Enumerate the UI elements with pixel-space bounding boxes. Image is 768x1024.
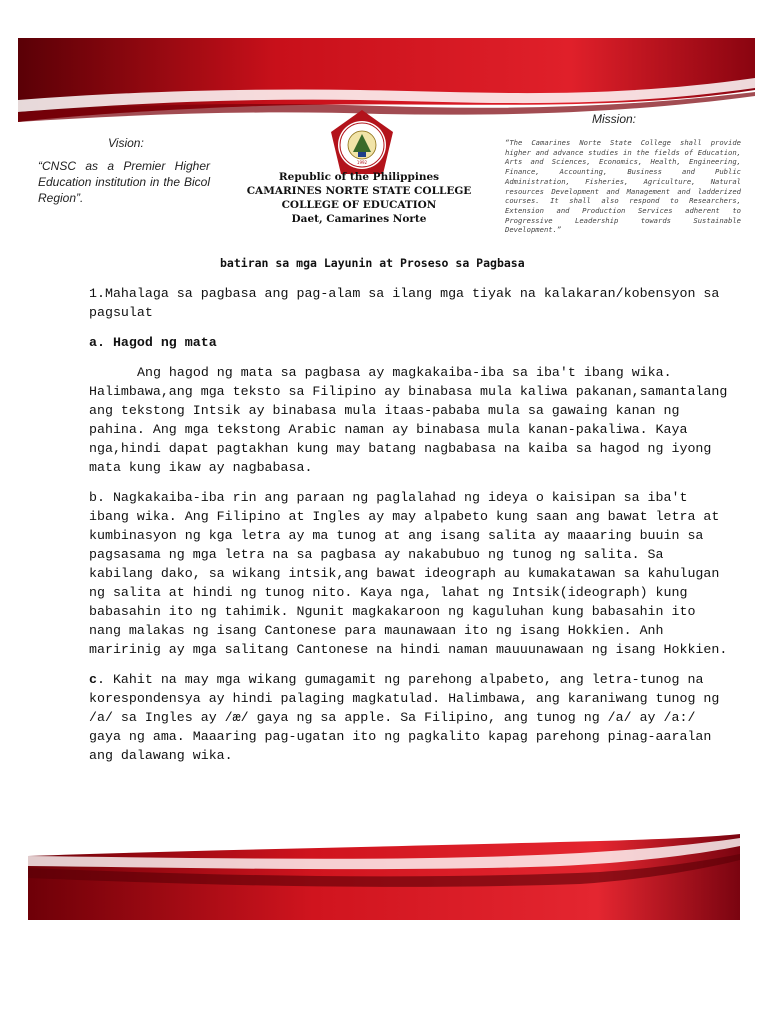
college-heading [234, 170, 484, 226]
paragraph-a: Ang hagod ng mata sa pagbasa ay magkakaiba-iba sa iba't ibang wika. Halimbawa,ang mga teksto sa Filipino ay binabasa mula kaliwa pakanan,samantalang ang tekstong Intsik ay binabasa mula itaas-pababa mula sa gawaing kanan ng pahina. Ang mga tekstong Arabic naman ay binabasa mula kanan-pakaliwa. Kaya nga,hindi dapat pagtakhan kung may batang nagbabasa na kaiba sa hagod ng iyong mata kung ikaw ay nagbabasa. [89, 365, 728, 475]
paragraph-b: b. Nagkakaiba-iba rin ang paraan ng paglalahad ng ideya o kaisipan sa iba't ibang wika. Ang Filipino at Ingles ay may alpabeto kung saan ang bawat letra at kumbinasyon ng kga letra ay ma tunog at ang isang salita ay maaaring buuin sa pagsasama ng mga letra na sa pagbasa ay nakabubuo ng tunog ng salita. Sa kabilang dako, sa wikang intsik,ang bawat ideograph au kumakatawan sa kahulugan ng salita at hindi ng tunog nito. Kaya nga, lahat ng Intsik(ideograph) kung babasahin ito ng tahimik. Ngunit magkakaroon ng kaguluhan kung babasahin ito nang malakas ng isang Cantonese para maunawaan ito ng isang Hokkien. Anh maririnig ay mga salitang Cantonese na hindi naman mauuunawaan ng isang Hokkien. [89, 490, 728, 657]
address-line: Daet, Camarines Norte [291, 213, 427, 225]
college-unit-line: COLLEGE OF EDUCATION [281, 199, 437, 211]
college-name-line: CAMARINES NORTE STATE COLLEGE [246, 185, 472, 197]
subheading-a: a. Hagod ng mata [89, 335, 217, 350]
vision-text: “CNSC as a Premier Higher Education institution in the Bicol Region”. [38, 159, 210, 205]
mission-text: “The Camarines Norte State College shall provide higher and advance studies in the fields of Education, Arts and Sciences, Economics, Health, Engineering, Finance, Accounting, Business and Public Administration, Fisheries, Agriculture, Natural resources Development and Management and ladderized courses. It shall also respond to Researchers, Extension and Production Services adherent to Progressive Leadership towards Sustainable Development.” [505, 138, 741, 235]
vision-title: Vision: [108, 136, 144, 150]
republic-line: Republic of the Philippines [278, 171, 440, 183]
paragraph-c-label: c [89, 672, 97, 687]
item-1: 1.Mahalaga sa pagbasa ang pag-alam sa ilang mga tiyak na kalakaran/kobensyon sa pagsulat [89, 286, 720, 320]
document-body [89, 284, 729, 776]
document-title: batiran sa mga Layunin at Proseso sa Pagbasa [220, 256, 525, 270]
college-seal-logo [327, 108, 397, 178]
paragraph-c [89, 670, 729, 765]
paragraph-c-text: . Kahit na may mga wikang gumagamit ng parehong alpabeto, ang letra-tunog na korespondensya ay hindi palaging magkatulad. Halimbawa, ang karaniwang tunog ng /a/ sa Ingles ay /æ/ gaya ng sa apple. Sa Filipino, ang tunog ng /a/ ay /a:/ gaya ng ama. Maaaring pag-ugatan ito ng pagkalito kapag parehong pinag-aaralan ang dalawang wika. [89, 672, 720, 763]
mission-title: Mission: [592, 112, 637, 126]
footer-red-band [0, 828, 768, 928]
svg-text:1992: 1992 [356, 160, 368, 165]
